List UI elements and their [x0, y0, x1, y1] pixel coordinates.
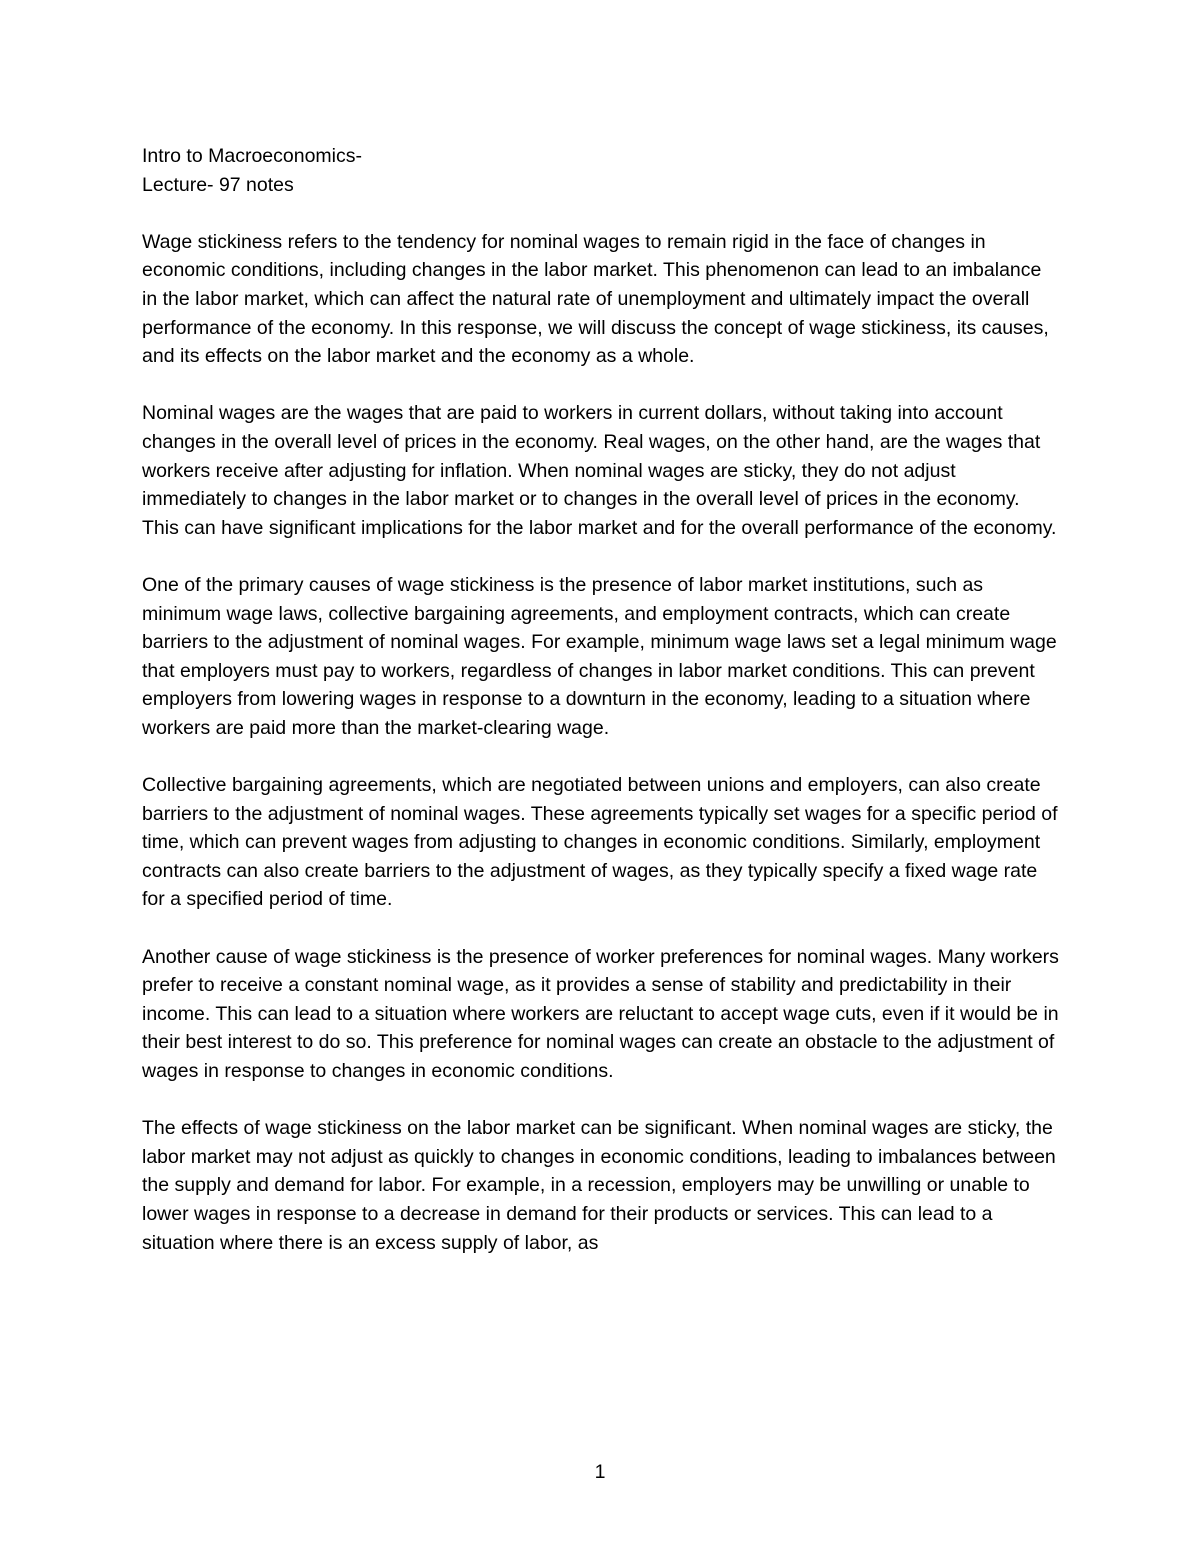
document-body [142, 142, 1060, 1257]
paragraph-wage-stickiness-definition: Wage stickiness refers to the tendency for nominal wages to remain rigid in the face of changes in economic conditions, including changes in the labor market. This phenomenon can lead to an imbalance in the labor market, which can affect the natural rate of unemployment and ultimately impact the overall performance of the economy. In this response, we will discuss the concept of wage stickiness, its causes, and its effects on the labor market and the economy as a whole. [142, 230, 1049, 368]
paragraph-nominal-vs-real-wages: Nominal wages are the wages that are paid to workers in current dollars, without taking into account changes in the overall level of prices in the economy. Real wages, on the other hand, are the wages that workers receive after adjusting for inflation. When nominal wages are sticky, they do not adjust immediately to changes in the labor market or to changes in the overall level of prices in the economy. This can have significant implications for the labor market and for the overall performance of the economy. [142, 402, 1057, 539]
paragraph-labor-market-institutions: One of the primary causes of wage stickiness is the presence of labor market institutions, such as minimum wage laws, collective bargaining agreements, and employment contracts, which can create barriers to the adjustment of nominal wages. For example, minimum wage laws set a legal minimum wage that employers must pay to workers, regardless of changes in labor market conditions. This can prevent employers from lowering wages in response to a downturn in the economy, leading to a situation where workers are paid more than the market-clearing wage. [142, 573, 1057, 739]
page-number: 1 [594, 1461, 606, 1483]
paragraph-collective-bargaining: Collective bargaining agreements, which are negotiated between unions and employers, can also create barriers to the adjustment of nominal wages. These agreements typically set wages for a specific period of time, which can prevent wages from adjusting to changes in economic conditions. Similarly, employment contracts can also create barriers to the adjustment of wages, as they typically specify a fixed wage rate for a specified period of time. [142, 774, 1058, 911]
paragraph-effects-on-labor-market: The effects of wage stickiness on the labor market can be significant. When nominal wages are sticky, the labor market may not adjust as quickly to changes in economic conditions, leading to imbalances between the supply and demand for labor. For example, in a recession, employers may be unwilling or unable to lower wages in response to a decrease in demand for their products or services. This can lead to a situation where there is an excess supply of labor, as [142, 1117, 1056, 1254]
lecture-title: Lecture- 97 notes [142, 173, 294, 196]
paragraph-worker-preferences: Another cause of wage stickiness is the presence of worker preferences for nominal wages. Many workers prefer to receive a constant nominal wage, as it provides a sense of stability and predictability in their income. This can lead to a situation where workers are reluctant to accept wage cuts, even if it would be in their best interest to do so. This preference for nominal wages can create an obstacle to the adjustment of wages in response to changes in economic conditions. [142, 945, 1059, 1082]
course-title: Intro to Macroeconomics- [142, 145, 362, 167]
